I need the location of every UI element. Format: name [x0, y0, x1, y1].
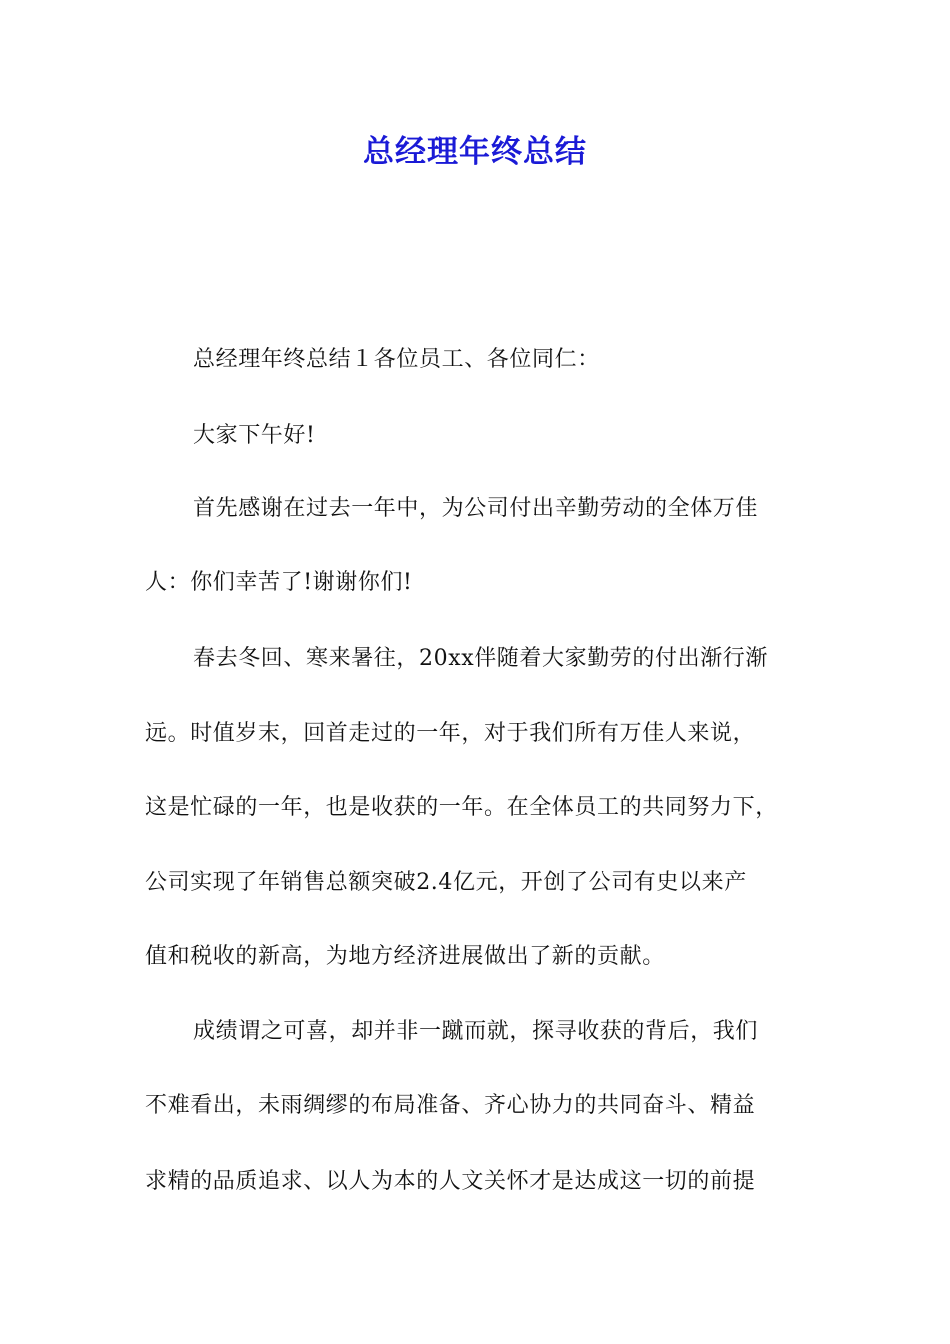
paragraph-line: 成绩谓之可喜，却并非一蹴而就，探寻收获的背后，我们 — [193, 1019, 759, 1044]
paragraph-line: 不难看出，未雨绸缪的布局准备、齐心协力的共同奋斗、精益 — [145, 1093, 756, 1118]
paragraph-line: 远。时值岁末，回首走过的一年，对于我们所有万佳人来说， — [145, 721, 756, 746]
document-title: 总经理年终总结 — [363, 134, 587, 170]
paragraph-line: 这是忙碌的一年，也是收获的一年。在全体员工的共同努力下， — [145, 795, 778, 820]
paragraph-line: 大家下午好! — [193, 423, 316, 448]
paragraph-line: 春去冬回、寒来暑往，20xx伴随着大家勤劳的付出渐行渐 — [193, 646, 769, 671]
paragraph-line: 人：你们幸苦了!谢谢你们! — [145, 570, 413, 595]
paragraph-line: 公司实现了年销售总额突破2.4亿元，开创了公司有史以来产 — [145, 870, 747, 895]
paragraph-line: 值和税收的新高，为地方经济进展做出了新的贡献。 — [145, 944, 665, 969]
paragraph-line: 首先感谢在过去一年中，为公司付出辛勤劳动的全体万佳 — [193, 496, 759, 521]
paragraph-line: 求精的品质追求、以人为本的人文关怀才是达成这一切的前提 — [145, 1169, 756, 1194]
paragraph-line: 总经理年终总结１各位员工、各位同仁： — [193, 347, 600, 372]
